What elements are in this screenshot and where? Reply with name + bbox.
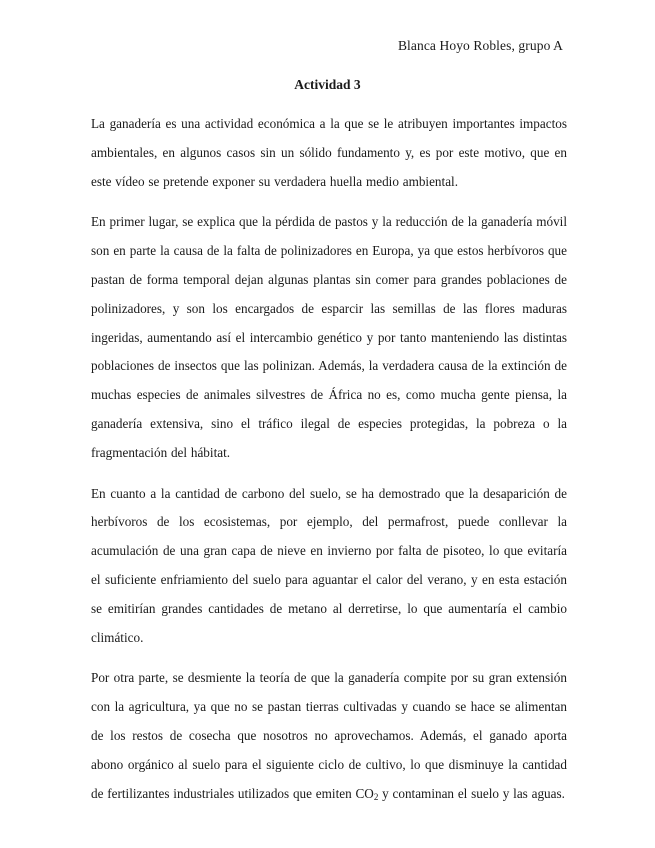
document-body [91,110,567,820]
paragraph-intro: La ganadería es una actividad económica a la que se le atribuyen importantes impactos ambientales, en algunos casos sin un sólido fundamento y, es por este motivo, que en este vídeo se pretende exponer su verdadera huella medio ambiental. [91,116,567,189]
co2-formula-subscript: 2 [373,791,379,802]
co2-formula-base: CO [355,785,374,801]
document-title: Actividad 3 [294,77,361,92]
author-header: Blanca Hoyo Robles, grupo A [397,38,563,53]
paragraph-soil-carbon: En cuanto a la cantidad de carbono del suelo, se ha demostrado que la desaparición de herbívoros de los ecosistemas, por ejemplo, del permafrost, puede conllevar la acumulación de una gran capa de nieve en invierno por falta de pisoteo, lo que evitaría el suficiente enfriamiento del suelo para aguantar el calor del verano, y en esta estación se emitirían grandes cantidades de metano al derretirse, lo que aumentaría el cambio climático. [91,485,567,645]
paragraph-pollinators: En primer lugar, se explica que la pérdida de pastos y la reducción de la ganadería móvil son en parte la causa de la falta de polinizadores en Europa, ya que estos herbívoros que pastan de forma temporal dejan algunas plantas sin comer para grandes poblaciones de polinizadores, y son los encargados de esparcir las semillas de las flores maduras ingeridas, aumentando así el intercambio genético y por tanto manteniendo las distintas poblaciones de insectos que las polinizan. Además, la verdadera causa de la extinción de muchas especies de animales silvestres de África no es, como mucha gente piensa, la ganadería extensiva, sino el tráfico ilegal de especies protegidas, la pobreza o la fragmentación del hábitat. [91,214,567,460]
co2-formula [355,786,378,801]
paragraph-agriculture-text: Por otra parte, se desmiente la teoría de que la ganadería compite por su gran extensión con la agricultura, ya que no se pastan tierras cultivadas y cuando se hace se alimentan de los restos de cosecha que nosotros no aprovechamos. Además, el ganado aporta abono orgánico al suelo para el siguiente ciclo de cultivo, lo que disminuye la cantidad de fertilizantes industriales utilizados que emiten [91,670,567,801]
paragraph-agriculture [91,664,567,808]
paragraph-agriculture-ending: y contaminan el suelo y las aguas. [378,785,565,801]
